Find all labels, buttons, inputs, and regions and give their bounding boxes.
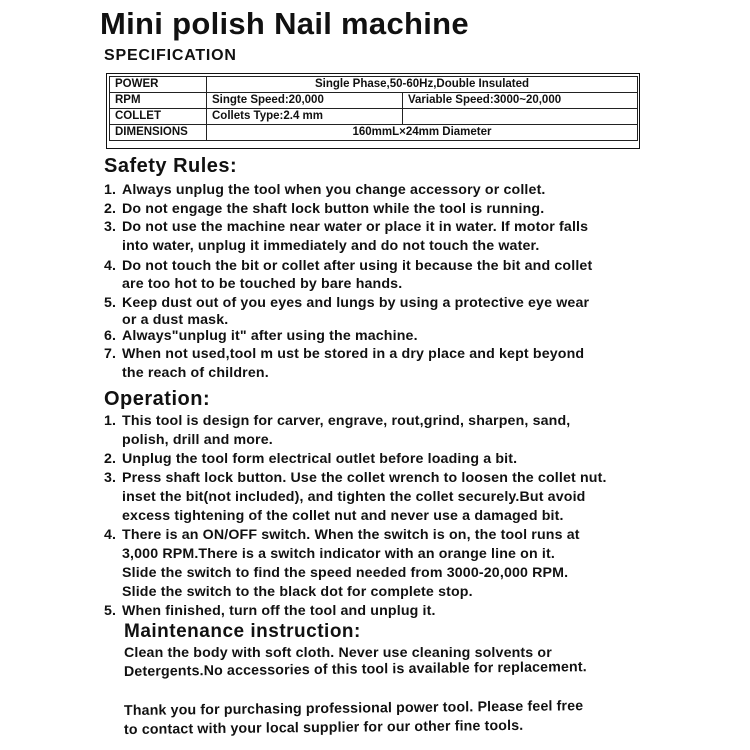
page-title: Mini polish Nail machine xyxy=(100,6,469,41)
list-text: Unplug the tool form electrical outlet before loading a bit. xyxy=(122,451,518,467)
list-text: are too hot to be touched by bare hands. xyxy=(122,276,403,292)
spec-row-power xyxy=(110,77,638,93)
spec-value: Collets Type:2.4 mm xyxy=(207,109,403,125)
maintenance-heading: Maintenance instruction: xyxy=(124,621,361,642)
spec-row-collet xyxy=(110,109,638,125)
maintenance-text: Clean the body with soft cloth. Never use cleaning solvents or xyxy=(124,645,552,661)
list-number: 4. xyxy=(104,258,117,274)
list-number: 7. xyxy=(104,346,117,362)
list-text: inset the bit(not included), and tighten the collet securely.But avoid xyxy=(122,489,586,505)
list-number: 3. xyxy=(104,219,117,235)
operation-heading: Operation: xyxy=(104,388,211,410)
list-text: When finished, turn off the tool and unplug it. xyxy=(122,603,436,619)
specification-heading: SPECIFICATION xyxy=(104,47,237,64)
list-text: the reach of children. xyxy=(122,365,269,381)
maintenance-text: Detergents.No accessories of this tool is available for replacement. xyxy=(123,659,587,680)
list-text: Always"unplug it" after using the machine. xyxy=(122,328,418,344)
list-number: 2. xyxy=(104,451,117,467)
list-text: Do not use the machine near water or place it in water. If motor falls xyxy=(122,219,589,235)
list-text: When not used,tool m ust be stored in a dry place and kept beyond xyxy=(122,346,585,362)
safety-rules-heading: Safety Rules: xyxy=(104,155,238,177)
spec-label: DIMENSIONS xyxy=(110,125,207,141)
specification-table xyxy=(109,76,638,141)
spec-label: COLLET xyxy=(110,109,207,125)
spec-value-single-speed: Singte Speed:20,000 xyxy=(207,93,403,109)
list-text: Do not engage the shaft lock button while the tool is running. xyxy=(122,201,545,217)
list-text: There is an ON/OFF switch. When the switch is on, the tool runs at xyxy=(122,527,580,543)
list-number: 3. xyxy=(104,470,117,486)
list-number: 4. xyxy=(104,527,117,543)
list-text: or a dust mask. xyxy=(122,312,229,328)
list-number: 5. xyxy=(104,295,117,311)
list-text: Slide the switch to the black dot for complete stop. xyxy=(122,584,473,600)
list-number: 1. xyxy=(104,182,117,198)
spec-label: RPM xyxy=(110,93,207,109)
spec-value: 160mmL×24mm Diameter xyxy=(207,125,638,141)
list-text: Do not touch the bit or collet after using it because the bit and collet xyxy=(122,258,593,274)
list-number: 1. xyxy=(104,413,117,429)
spec-value: Single Phase,50-60Hz,Double Insulated xyxy=(207,77,638,93)
spec-empty-cell xyxy=(403,109,638,125)
spec-row-dimensions xyxy=(110,125,638,141)
list-text: polish, drill and more. xyxy=(122,432,273,448)
spec-row-rpm xyxy=(110,93,638,109)
list-text: Slide the switch to find the speed needed from 3000-20,000 RPM. xyxy=(122,565,569,581)
list-text: Press shaft lock button. Use the collet wrench to loosen the collet nut. xyxy=(122,470,607,486)
spec-value-variable-speed: Variable Speed:3000~20,000 xyxy=(403,93,638,109)
list-text: 3,000 RPM.There is a switch indicator with an orange line on it. xyxy=(122,546,555,562)
list-number: 6. xyxy=(104,328,117,344)
list-text: into water, unplug it immediately and do not touch the water. xyxy=(122,238,540,254)
list-text: This tool is design for carver, engrave, rout,grind, sharpen, sand, xyxy=(122,413,571,429)
closing-text: to contact with your local supplier for our other fine tools. xyxy=(123,717,524,738)
spec-label: POWER xyxy=(110,77,207,93)
list-text: Always unplug the tool when you change accessory or collet. xyxy=(122,182,546,198)
closing-text: Thank you for purchasing professional power tool. Please feel free xyxy=(123,698,584,719)
list-number: 2. xyxy=(104,201,117,217)
list-text: excess tightening of the collet nut and never use a damaged bit. xyxy=(122,508,564,524)
list-text: Keep dust out of you eyes and lungs by using a protective eye wear xyxy=(122,295,590,311)
list-number: 5. xyxy=(104,603,117,619)
